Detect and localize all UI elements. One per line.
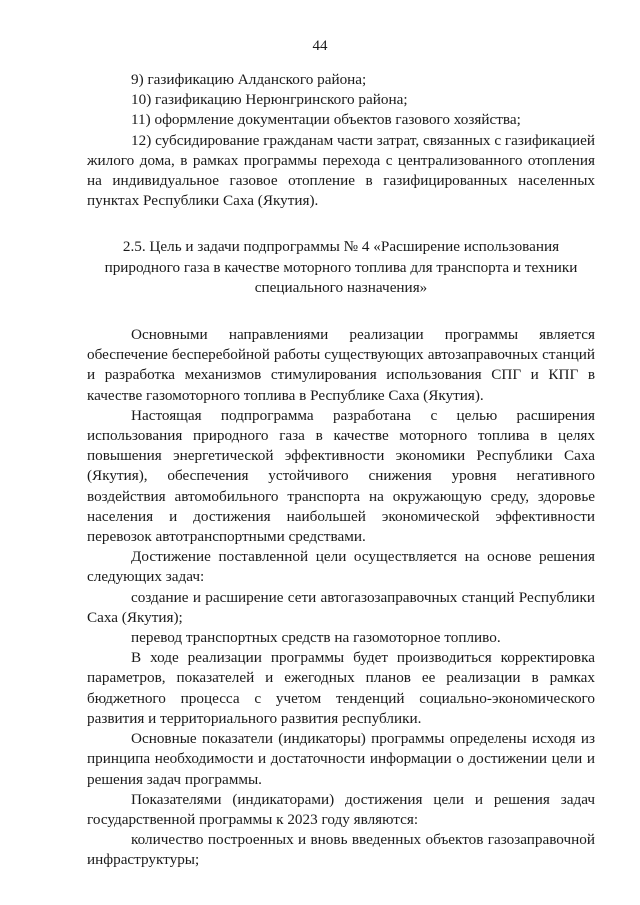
list-item: 10) газификацию Нерюнгринского района;: [131, 91, 408, 109]
document-body: [87, 70, 595, 871]
paragraph: Показателями (индикаторами) достижения цели и решения задач государственной программы к 2023 году являются:: [87, 790, 595, 828]
section-heading: 2.5. Цель и задачи подпрограммы № 4 «Расширение использования природного газа в качестве моторного топлива для транспорта и техники специального назначения»: [104, 238, 578, 296]
paragraph: количество построенных и вновь введенных объектов газозаправочной инфраструктуры;: [87, 831, 595, 869]
paragraph: создание и расширение сети автогазозаправочных станций Республики Саха (Якутия);: [87, 588, 595, 626]
paragraph: перевод транспортных средств на газомоторное топливо.: [131, 629, 501, 647]
paragraph: Основные показатели (индикаторы) программы определены исходя из принципа необходимости и достаточности информации о достижении цели и решения задач программы.: [87, 730, 595, 788]
list-item: 11) оформление документации объектов газового хозяйства;: [131, 111, 521, 129]
list-item: 9) газификацию Алданского района;: [131, 71, 367, 88]
list-item: 12) субсидирование гражданам части затрат, связанных с газификацией жилого дома, в рамках программы перехода с централизованного отопления на индивидуальное газовое отопление в газифицированных населенных пунктах Республики Саха (Якутия).: [87, 131, 595, 210]
paragraph: Основными направлениями реализации программы является обеспечение бесперебойной работы существующих автозаправочных станций и разработка механизмов стимулирования использования СПГ и КПГ в качестве газомоторного топлива в Республике Саха (Якутия).: [87, 326, 595, 404]
list-section: [87, 70, 595, 211]
paragraph: Достижение поставленной цели осуществляется на основе решения следующих задач:: [87, 548, 595, 586]
paragraph: Настоящая подпрограмма разработана с целью расширения использования природного газа в качестве моторного топлива в целях повышения энергетической эффективности экономики Республики Саха (Якутия), обеспечения устойчивого снижения уровня негативного воздействия автомобильного транспорта на окружающую среду, здоровье населения и достижения наибольшей экономической эффективности перевозок автотранспортными средствами.: [87, 406, 595, 546]
section-body: [87, 325, 595, 870]
page-number: 44: [312, 38, 328, 54]
paragraph: В ходе реализации программы будет производиться корректировка параметров, показателей и ежегодных планов ее реализации в рамках бюджетного процесса с учетом тенденций социально-экономического развития и территориального развития республики.: [87, 649, 595, 727]
